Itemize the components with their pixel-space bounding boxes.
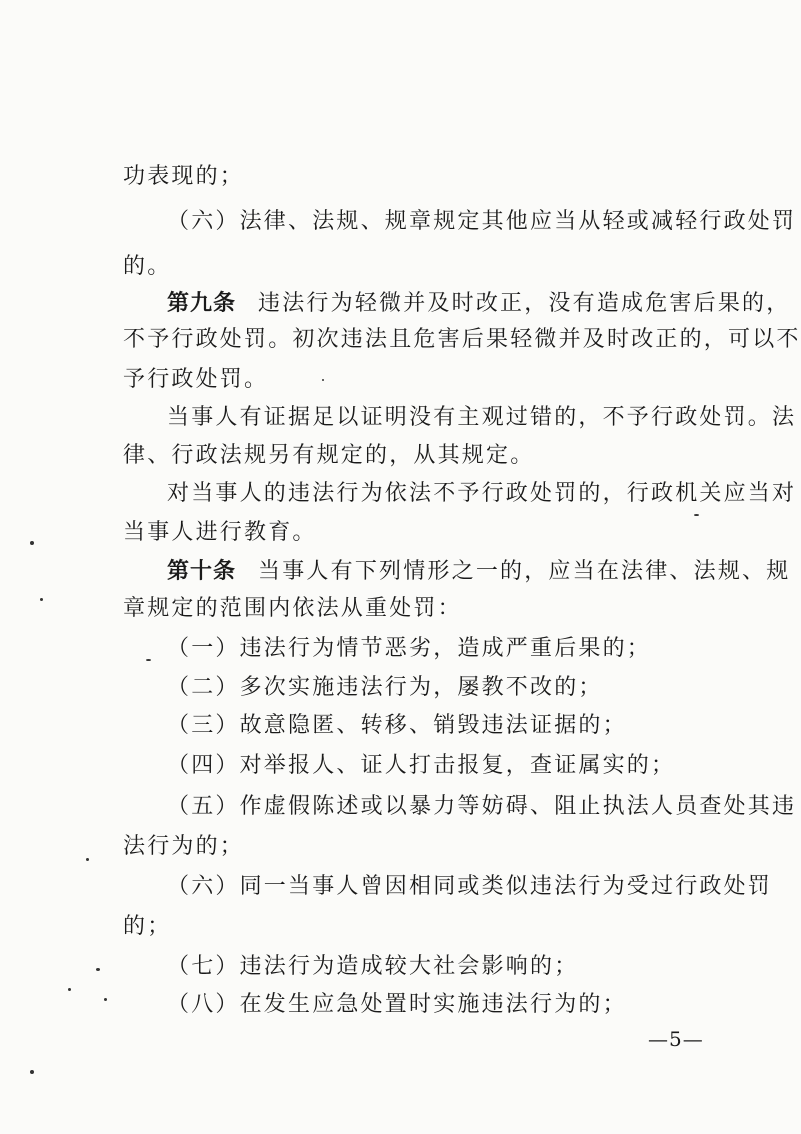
article-9-heading-line: 第九条 违法行为轻微并及时改正，没有造成危害后果的， <box>167 290 791 316</box>
text-line: 当事人有证据足以证明没有主观过错的，不予行政处罚。法 <box>167 405 797 430</box>
text-line: 律、行政法规另有规定的，从其规定。 <box>123 443 535 468</box>
text-line: 不予行政处罚。初次违法且危害后果轻微并及时改正的，可以不 <box>123 327 801 352</box>
scan-speck <box>40 598 43 601</box>
scan-speck <box>146 659 151 661</box>
article-10-heading-line: 第十条 当事人有下列情形之一的，应当在法律、法规、规 <box>167 558 791 584</box>
article-number: 第九条 <box>167 290 237 316</box>
list-item: （六）同一当事人曾因相同或类似违法行为受过行政处罚 <box>167 874 773 899</box>
scan-speck <box>68 988 71 991</box>
text-line: 对当事人的违法行为依法不予行政处罚的，行政机关应当对 <box>167 481 797 506</box>
text-line: （六）法律、法规、规章规定其他应当从轻或减轻行政处罚 <box>167 209 797 234</box>
text-line: 当事人进行教育。 <box>123 520 317 545</box>
scan-speck <box>104 998 107 1001</box>
list-item: （三）故意隐匿、转移、销毁违法证据的； <box>167 713 627 738</box>
scan-speck <box>96 968 100 971</box>
text-line: 的。 <box>123 254 172 279</box>
scan-speck <box>30 1070 34 1074</box>
text-line: 章规定的范围内依法从重处罚： <box>123 596 462 621</box>
scan-speck <box>322 379 324 381</box>
scan-speck <box>694 514 699 516</box>
scan-speck <box>86 858 89 861</box>
text-line: 的； <box>123 914 172 939</box>
list-item: （一）违法行为情节恶劣，造成严重后果的； <box>167 636 652 661</box>
article-number: 第十条 <box>167 558 237 584</box>
list-item: （五）作虚假陈述或以暴力等妨碍、阻止执法人员查处其违 <box>167 794 797 819</box>
list-item: （八）在发生应急处置时实施违法行为的； <box>167 992 627 1017</box>
text-line: 法行为的； <box>123 834 245 859</box>
page-number: —5— <box>648 1027 704 1051</box>
list-item: （二）多次实施违法行为，屡教不改的； <box>167 675 603 700</box>
text-line: 功表现的； <box>123 164 245 189</box>
list-item: （四）对举报人、证人打击报复，查证属实的； <box>167 753 676 778</box>
list-item: （七）违法行为造成较大社会影响的； <box>167 954 579 979</box>
scan-speck <box>30 541 34 545</box>
text-line: 予行政处罚。 <box>123 367 269 392</box>
